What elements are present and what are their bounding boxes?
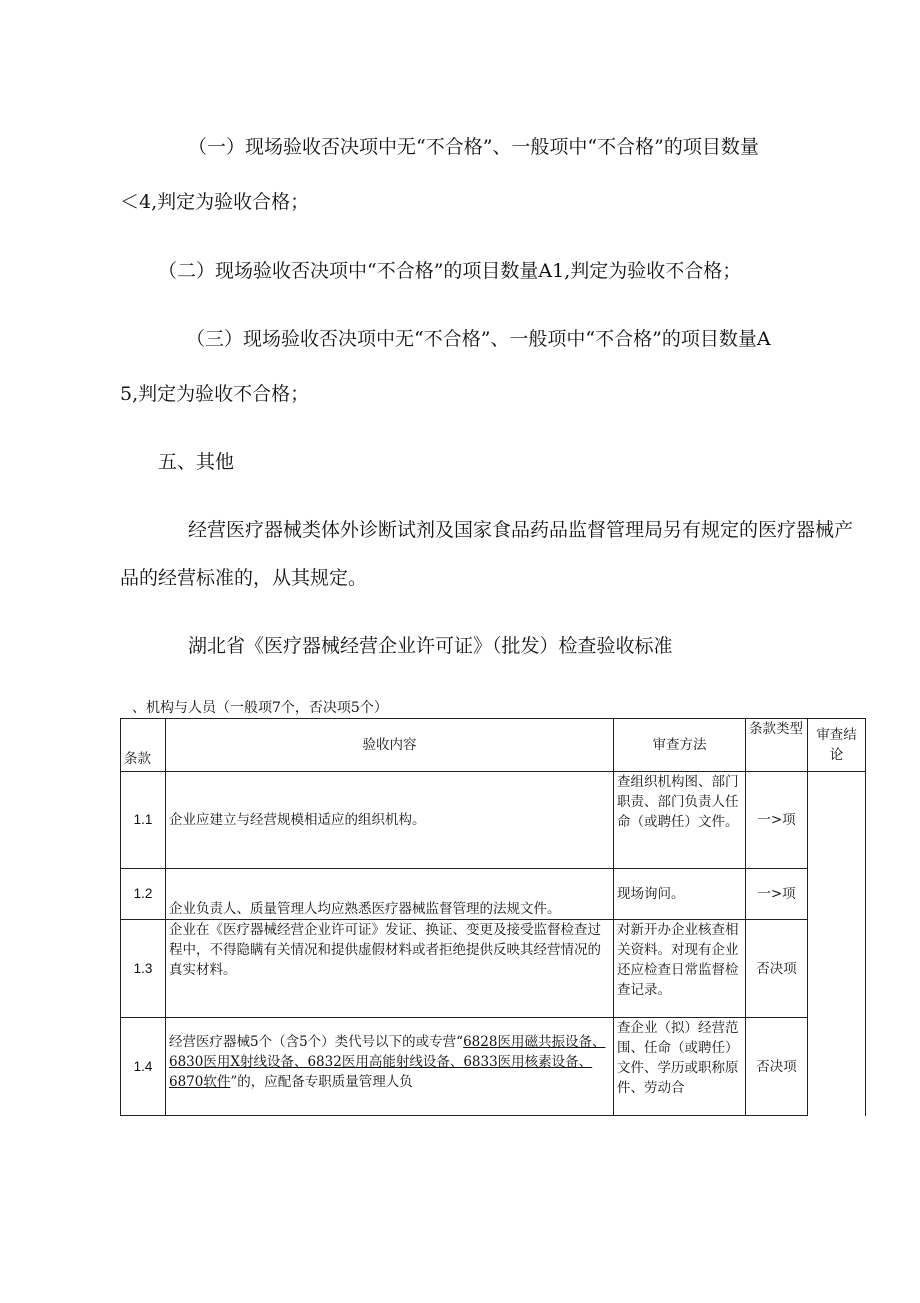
row-method: 查企业（拟）经营范围、任命（或聘任）文件、学历或职称原件、劳动合 (614, 1018, 746, 1116)
row-type: 一>项 (746, 869, 808, 920)
header-method: 审查方法 (614, 719, 746, 772)
criterion-3-line1: （三）现场验收否决项中无“不合格”、一般项中“不合格”的项目数量Α (186, 328, 771, 350)
criterion-2: （二）现场验收否决项中“不合格”的项目数量Α1,判定为验收不合格； (158, 260, 742, 282)
row-clause-number: 1.4 (121, 1018, 166, 1116)
row-type: 否决项 (746, 1018, 808, 1116)
conclusion-cell (808, 772, 866, 1116)
row-type: 一>项 (746, 772, 808, 869)
header-content: 验收内容 (166, 719, 614, 772)
criterion-3-line2: 5,判定为验收不合格； (120, 383, 310, 405)
inspection-table (120, 718, 866, 1116)
header-conclusion: 审查结论 (808, 719, 866, 772)
table-header-row (121, 719, 866, 772)
row-clause-number: 1.2 (121, 869, 166, 920)
document-title: 湖北省《医疗器械经营企业许可证》（批发）检查验收标准 (188, 635, 673, 657)
criterion-1-line2: ＜4,判定为验收合格； (120, 191, 310, 213)
row-type: 否决项 (746, 920, 808, 1018)
row-content: 企业负责人、质量管理人均应熟悉医疗器械监督管理的法规文件。 (166, 869, 614, 920)
other-paragraph-line1: 经营医疗器械类体外诊断试剂及国家食品药品监督管理局另有规定的医疗器械产 (188, 519, 854, 541)
row-content-prefix: 经营医疗器械5个（含5个）类代号以下的或专营“ (169, 1034, 464, 1050)
row-clause-number: 1.3 (121, 920, 166, 1018)
header-type: 条款类型 (746, 719, 808, 772)
row-content (166, 1018, 614, 1116)
row-content: 企业在《医疗器械经营企业许可证》发证、换证、变更及接受监督检查过程中，不得隐瞒有关情况和提供虚假材料或者拒绝提供反映其经营情况的真实材料。 (166, 920, 614, 1018)
table-row (121, 869, 866, 920)
criterion-1-line1: （一）现场验收否决项中无“不合格”、一般项中“不合格”的项目数量 (188, 136, 759, 158)
row-content: 企业应建立与经营规模相适应的组织机构。 (166, 772, 614, 869)
row-method: 现场询问。 (614, 869, 746, 920)
section-heading-other: 五、其他 (158, 451, 235, 473)
table-row (121, 920, 866, 1018)
table-row (121, 1018, 866, 1116)
header-clause: 条款 (121, 719, 166, 772)
row-content-suffix: ”的，应配备专职质量管理人负 (230, 1074, 413, 1090)
row-clause-number: 1.1 (121, 772, 166, 869)
table-row (121, 772, 866, 869)
table-caption: 、机构与人员（一般项7个，否决项5个） (132, 700, 388, 716)
row-method: 查组织机构图、部门职责、部门负责人任命（或聘任）文件。 (614, 772, 746, 869)
other-paragraph-line2: 品的经营标准的，从其规定。 (120, 567, 368, 589)
row-method: 对新开办企业核查相关资料。对现有企业还应检查日常监督检查记录。 (614, 920, 746, 1018)
row-content-device-codes: 6828医用磁共振设备、6830医用X射线设备、6832医用高能射线设备、6833医用核素设备、6870软件 (169, 1034, 606, 1090)
